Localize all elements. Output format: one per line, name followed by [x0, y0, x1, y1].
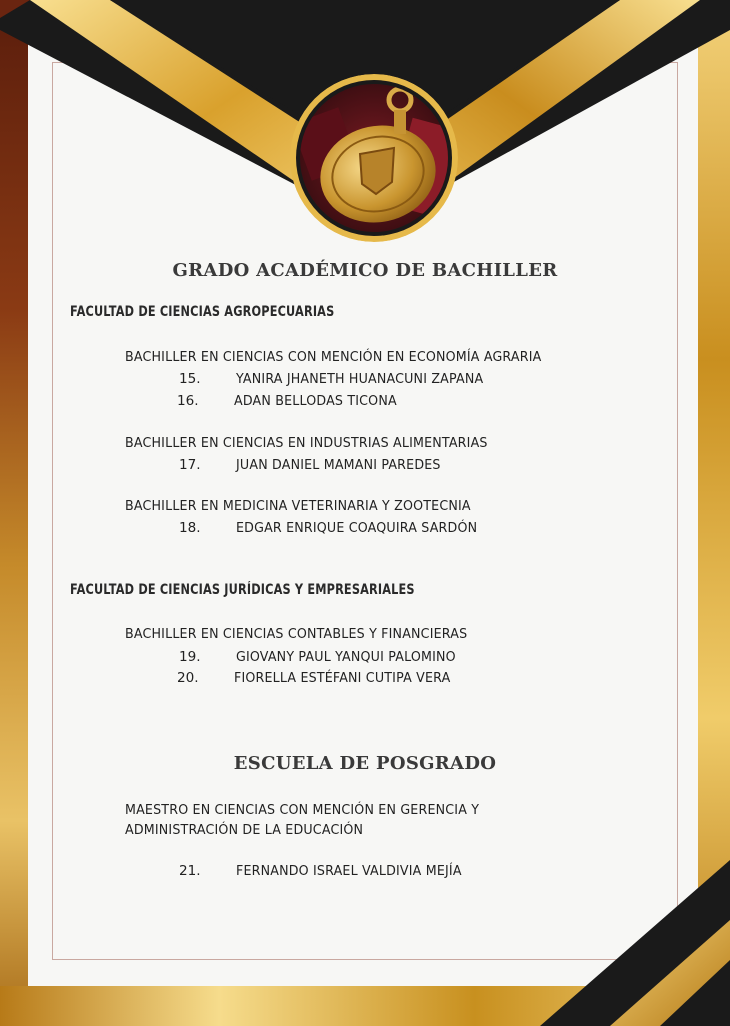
- graduate-name: FERNANDO ISRAEL VALDIVIA MEJÍA: [236, 863, 462, 879]
- faculty-heading: FACULTAD DE CIENCIAS JURÍDICAS Y EMPRESARIALES: [70, 582, 415, 598]
- entry-number: 21.: [179, 863, 201, 879]
- posgrado-title: ESCUELA DE POSGRADO: [233, 753, 497, 774]
- degree-title: BACHILLER EN CIENCIAS CON MENCIÓN EN ECONOMÍA AGRARIA: [125, 349, 542, 365]
- graduate-name: FIORELLA ESTÉFANI CUTIPA VERA: [234, 670, 451, 686]
- entry-number: 19.: [179, 649, 201, 665]
- page-title: GRADO ACADÉMICO DE BACHILLER: [172, 260, 558, 281]
- entry-number: 15.: [179, 371, 201, 387]
- entry-number: 17.: [179, 457, 201, 473]
- degree-title-continued: ADMINISTRACIÓN DE LA EDUCACIÓN: [125, 822, 364, 838]
- graduate-name: ADAN BELLODAS TICONA: [234, 393, 397, 409]
- entry-number: 20.: [177, 670, 199, 686]
- degree-title: BACHILLER EN MEDICINA VETERINARIA Y ZOOTECNIA: [125, 498, 471, 514]
- graduate-name: EDGAR ENRIQUE COAQUIRA SARDÓN: [236, 520, 478, 536]
- degree-title: MAESTRO EN CIENCIAS CON MENCIÓN EN GERENCIA Y: [125, 802, 480, 818]
- degree-title: BACHILLER EN CIENCIAS CONTABLES Y FINANCIERAS: [125, 626, 468, 642]
- entry-number: 18.: [179, 520, 201, 536]
- degree-title: BACHILLER EN CIENCIAS EN INDUSTRIAS ALIMENTARIAS: [125, 435, 488, 451]
- graduate-name: GIOVANY PAUL YANQUI PALOMINO: [236, 649, 456, 665]
- medal-photo: [290, 74, 458, 242]
- entry-number: 16.: [177, 393, 199, 409]
- faculty-heading: FACULTAD DE CIENCIAS AGROPECUARIAS: [70, 304, 335, 320]
- graduate-name: YANIRA JHANETH HUANACUNI ZAPANA: [236, 371, 484, 387]
- graduate-name: JUAN DANIEL MAMANI PAREDES: [236, 457, 441, 473]
